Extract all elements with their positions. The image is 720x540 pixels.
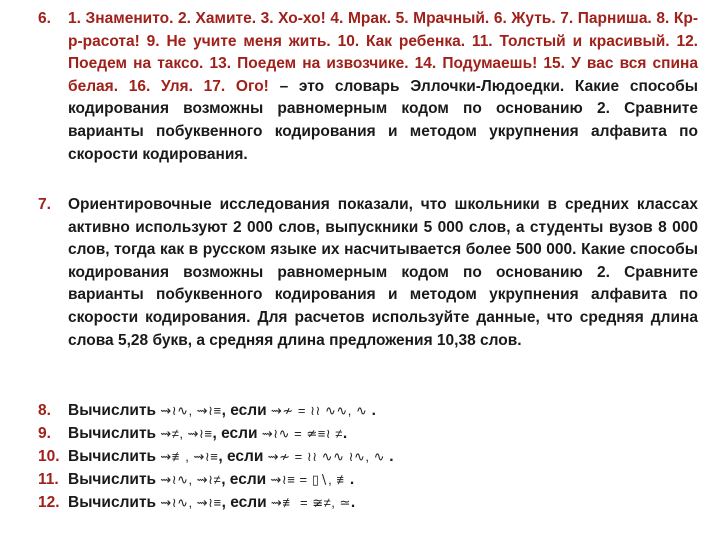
task-10 [38,446,698,469]
task-lead: Вычислить [68,471,161,488]
task-condition: , если [212,425,262,442]
formula-condition: ⇝≀∿ = ≄≡≀ ≠ [261,426,343,441]
task-number: 7. [38,196,51,213]
task-end: . [384,448,394,465]
task-body [68,423,698,446]
task-body [68,446,698,469]
task-12 [38,492,698,515]
task-body [68,8,698,166]
task-text: – это словарь Эллочки-Людоедки. Какие способы кодирования возможны равномерным кодом по основанию 2. Сравните варианты побуквенного кодирования и методом укрупнения алфавита по скорости кодирования. [68,77,698,163]
task-body [68,400,698,423]
task-9 [38,423,698,446]
task-condition: , если [221,402,271,419]
task-condition: , если [218,448,268,465]
task-number: 10. [38,448,60,465]
formula-condition: ⇝≀≡ = ▯∖, ≢ [270,472,350,487]
formula-condition: ⇝≁ = ≀≀ ∿∿ ≀∿, ∿ [267,449,385,464]
task-end: . [342,425,348,442]
task-6 [38,8,698,166]
formula-targets: ⇝≀∿, ⇝≀≡ [160,403,222,418]
task-7 [38,194,698,352]
formula-condition: ⇝≢ = ≆≠, ≃ [270,495,351,510]
task-condition: , если [221,471,271,488]
task-number: 6. [38,10,51,27]
formula-targets: ⇝≀∿, ⇝≀≡ [160,495,222,510]
dictionary-text: 1. Знаменито. 2. Хамите. 3. Хо-хо! 4. Мрак. 5. Мрачный. 6. Жуть. 7. Парниша. 8. Кр-р-расота! 9. Не учите меня жить. 10. Как ребенка. 11. Толстый и красивый. 12. Поедем на таксо. 13. Поедем на извозчике. 14. Подумаешь! 15. У вас вся спина белая. 16. Уля. 17. Ого! [68,10,698,95]
formula-targets: ⇝≠, ⇝≀≡ [160,426,213,441]
task-number: 9. [38,425,51,442]
formula-targets: ⇝≀∿, ⇝≀≠ [160,472,222,487]
task-11 [38,469,698,492]
task-number: 8. [38,402,51,419]
task-end: . [349,471,355,488]
task-lead: Вычислить [68,402,161,419]
task-end: . [350,494,356,511]
task-body [68,492,698,515]
task-condition: , если [221,494,271,511]
formula-condition: ⇝≁ = ≀≀ ∿∿, ∿ [270,403,368,418]
task-end: . [367,402,376,419]
task-number: 12. [38,494,60,511]
task-body: Ориентировочные исследования показали, что школьники в средних классах активно используют 2 000 слов, выпускники 5 000 слов, а студенты вузов 8 000 слов, тогда как в русском языке их насчитывается более 500 000. Какие способы кодирования возможны равномерным кодом по основанию 2. Сравните варианты побуквенного кодирования и методом укрупнения алфавита по скорости кодирования. Для расчетов используйте данные, что средняя длина слова 5,28 букв, а средняя длина предложения 10,38 слов. [68,196,698,349]
task-lead: Вычислить [68,494,161,511]
task-lead: Вычислить [68,448,161,465]
task-number: 11. [38,471,59,488]
task-body [68,469,698,492]
formula-targets: ⇝≢, ⇝≀≡ [160,449,219,464]
task-8 [38,400,698,423]
task-lead: Вычислить [68,425,161,442]
